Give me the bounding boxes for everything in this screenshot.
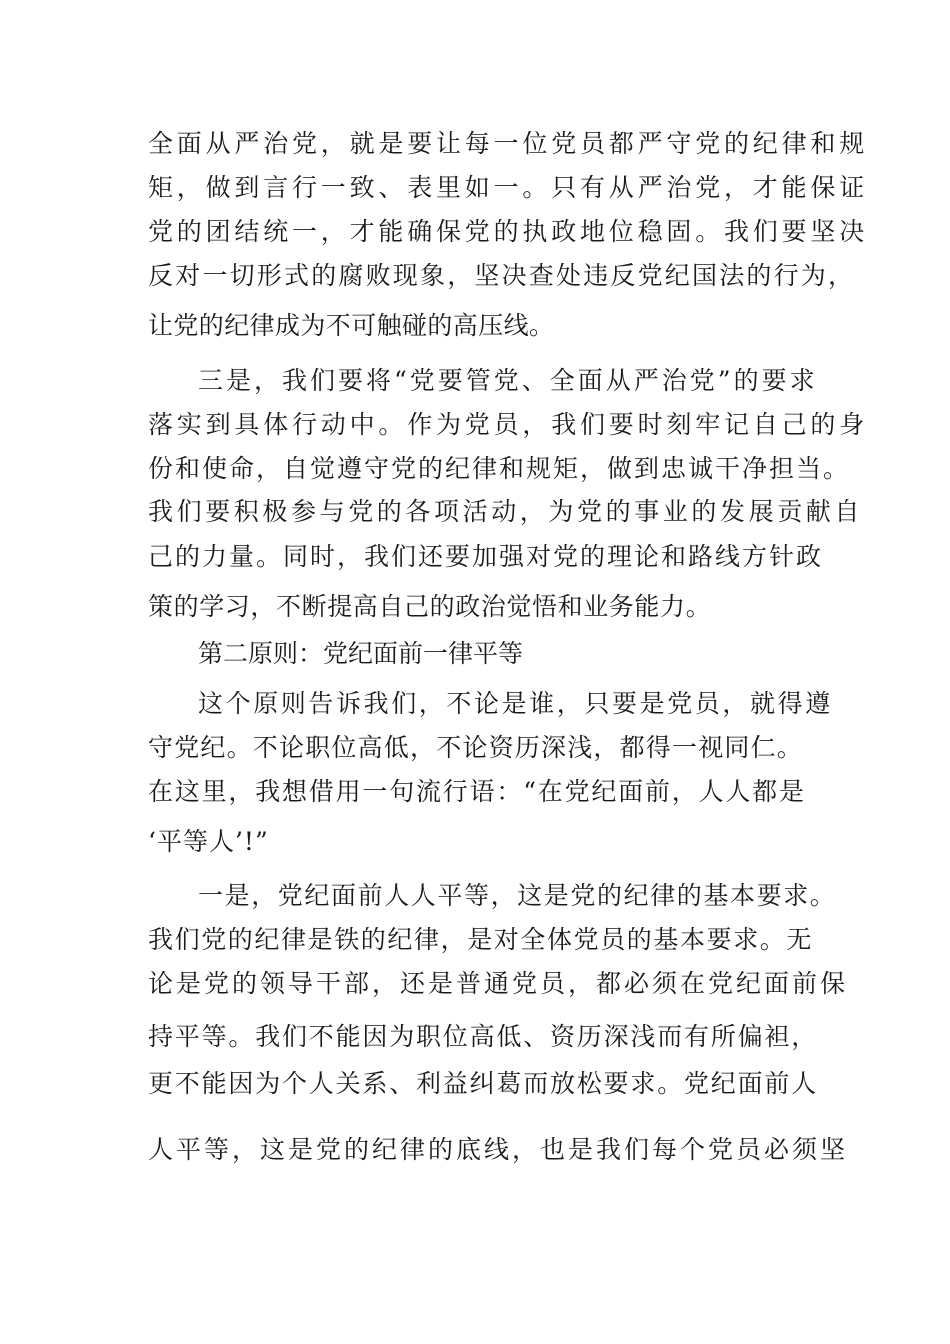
text-line: 我们党的纪律是铁的纪律，是对全体党员的基本要求。无 xyxy=(148,925,814,954)
text-line: 守党纪。不论职位高低，不论资历深浅，都得一视同仁。 xyxy=(148,733,804,762)
text-line: 党的团结统一，才能确保党的执政地位稳固。我们要坚决 xyxy=(148,217,869,246)
text-line: 矩，做到言行一致、表里如一。只有从严治党，才能保证 xyxy=(148,173,869,202)
text-line: 策的学习，不断提高自己的政治觉悟和业务能力。 xyxy=(148,592,712,621)
text-line: 反对一切形式的腐败现象，坚决查处违反党纪国法的行为， xyxy=(148,261,856,290)
text-line: 在这里，我想借用一句流行语：“在党纪面前，人人都是 xyxy=(148,777,806,806)
text-line: 己的力量。同时，我们还要加强对党的理论和路线方针政 xyxy=(148,542,824,571)
text-line: 我们要积极参与党的各项活动，为党的事业的发展贡献自 xyxy=(148,497,864,526)
text-line: 更不能因为个人关系、利益纠葛而放松要求。党纪面前人 xyxy=(148,1069,819,1098)
text-line: 落实到具体行动中。作为党员，我们要时刻牢记自己的身 xyxy=(148,410,869,439)
text-line: 持平等。我们不能因为职位高低、资历深浅而有所偏袒， xyxy=(148,1022,819,1051)
text-line: 份和使命，自觉遵守党的纪律和规矩，做到忠诚干净担当。 xyxy=(148,454,851,483)
text-line: 人平等，这是党的纪律的底线，也是我们每个党员必须坚 xyxy=(148,1135,849,1164)
paragraph-start-line: 这个原则告诉我们，不论是谁，只要是党员，就得遵 xyxy=(198,689,833,718)
text-line: 论是党的领导干部，还是普通党员，都必须在党纪面前保 xyxy=(148,969,849,998)
text-line: 全面从严治党，就是要让每一位党员都严守党的纪律和规 xyxy=(148,129,869,158)
text-line: 让党的纪律成为不可触碰的高压线。 xyxy=(148,311,555,340)
paragraph-start-line: 一是，党纪面前人人平等，这是党的纪律的基本要求。 xyxy=(198,881,837,910)
section-heading: 第二原则：党纪面前一律平等 xyxy=(198,639,524,668)
paragraph-start-line: 三是，我们要将“党要管党、全面从严治党”的要求 xyxy=(198,366,818,395)
text-line: ‘平等人’!” xyxy=(148,827,269,856)
